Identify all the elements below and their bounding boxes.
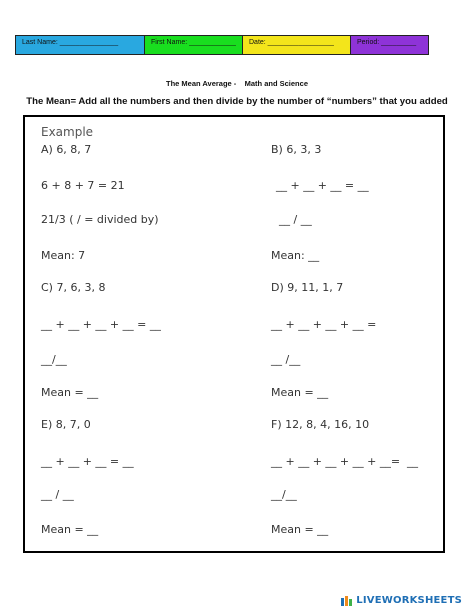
first-name-field[interactable]: First Name: ____________ (145, 36, 243, 54)
problem-b-label: B) 6, 3, 3 (271, 143, 322, 156)
problem-c-division[interactable]: __/__ (41, 353, 67, 366)
problem-c-label: C) 7, 6, 3, 8 (41, 281, 106, 294)
problem-d-division[interactable]: __ /__ (271, 353, 301, 366)
brand-name: LIVEWORKSHEETS (356, 595, 462, 606)
problems-box (23, 115, 445, 553)
problem-e-division[interactable]: __ / __ (41, 488, 74, 501)
student-info-row (15, 35, 429, 55)
last-name-field[interactable]: Last Name: _______________ (16, 36, 145, 54)
problem-c-mean[interactable]: Mean = __ (41, 386, 99, 399)
mean-definition: The Mean= Add all the numbers and then divide by the number of “numbers” that you added (26, 96, 448, 107)
problem-a-division: 21/3 ( / = divided by) (41, 213, 159, 226)
problem-d-sum[interactable]: __ + __ + __ + __ = (271, 318, 377, 331)
liveworksheets-logo-icon (341, 596, 353, 606)
problem-a-label: A) 6, 8, 7 (41, 143, 92, 156)
problem-a-mean: Mean: 7 (41, 249, 86, 262)
problem-d-label: D) 9, 11, 1, 7 (271, 281, 344, 294)
period-field[interactable]: Period: _________ (351, 36, 428, 54)
problem-f-mean[interactable]: Mean = __ (271, 523, 329, 536)
problem-a-sum: 6 + 8 + 7 = 21 (41, 179, 125, 192)
problem-c-sum[interactable]: __ + __ + __ + __ = __ (41, 318, 161, 331)
problem-e-mean[interactable]: Mean = __ (41, 523, 99, 536)
problem-f-label: F) 12, 8, 4, 16, 10 (271, 418, 370, 431)
date-field[interactable]: Date: _________________ (243, 36, 351, 54)
problem-e-sum[interactable]: __ + __ + __ = __ (41, 455, 134, 468)
liveworksheets-branding[interactable] (341, 595, 462, 606)
problem-b-mean[interactable]: Mean: __ (271, 249, 320, 262)
problem-d-mean[interactable]: Mean = __ (271, 386, 329, 399)
problem-b-division[interactable]: __ / __ (279, 213, 312, 226)
problem-f-sum[interactable]: __ + __ + __ + __ + __= __ (271, 455, 419, 468)
worksheet-title: The Mean Average - Math and Science (166, 79, 308, 88)
problem-e-label: E) 8, 7, 0 (41, 418, 91, 431)
example-label: Example (41, 125, 94, 139)
problem-f-division[interactable]: __/__ (271, 488, 297, 501)
problem-b-sum[interactable]: __ + __ + __ = __ (276, 179, 369, 192)
